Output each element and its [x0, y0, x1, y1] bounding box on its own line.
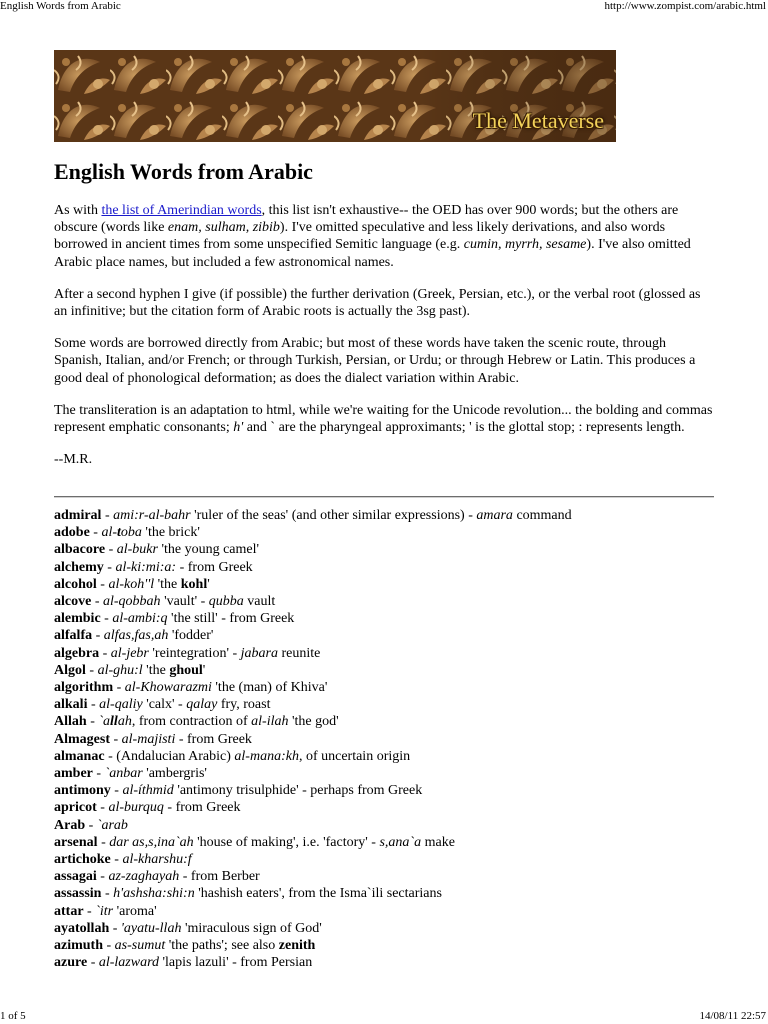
headword: azimuth	[54, 938, 103, 954]
gloss-text: -	[101, 886, 114, 902]
arabic-form: al-majisti	[121, 731, 176, 747]
gloss-text: -	[87, 955, 99, 971]
word-entry	[54, 696, 734, 713]
gloss-text: '	[202, 662, 206, 678]
word-entry	[54, 851, 734, 868]
author-signature: --M.R.	[54, 452, 93, 468]
headword: ayatollah	[54, 920, 110, 936]
gloss-text: '	[207, 576, 210, 592]
gloss-text: - from Greek	[163, 800, 241, 816]
intro-paragraph-4	[54, 402, 716, 436]
word-entry	[54, 799, 734, 816]
gloss-text: 'the (man) of Khiva'	[211, 680, 328, 696]
gloss-text: -	[92, 766, 105, 782]
headword: Algol	[54, 662, 86, 678]
arabic-form: al-ki:mi:a:	[115, 559, 177, 575]
arabic-form: jabara	[240, 645, 278, 661]
headword: azure	[54, 955, 88, 971]
arabic-form: dar as,s,ina`ah	[109, 834, 194, 850]
headword: algebra	[54, 645, 100, 661]
gloss-text: 'house of making', i.e. 'factory' -	[193, 834, 380, 850]
word-entry	[54, 610, 734, 627]
word-entry	[54, 524, 734, 541]
gloss-text: 'miraculous sign of God'	[181, 920, 322, 936]
arabic-form: al-bukr	[116, 542, 158, 558]
arabic-form: s,ana`a	[379, 834, 422, 850]
gloss-text: -	[109, 920, 121, 936]
gloss-text: 'lapis lazuli' - from Persian	[159, 955, 313, 971]
headword: admiral	[54, 508, 102, 523]
gloss-text: -	[110, 731, 122, 747]
gloss-text: 'the young camel'	[157, 542, 260, 558]
gloss-text: fry, roast	[217, 697, 271, 713]
arabic-form: al-mana:kh	[234, 748, 299, 764]
headword: alcohol	[54, 576, 97, 592]
gloss-text: 'the still' - from Greek	[167, 611, 295, 627]
arabic-form: amara	[476, 508, 513, 523]
gloss-text: -	[96, 869, 109, 885]
word-entry	[54, 662, 734, 679]
print-footer-datetime: 14/08/11 22:57	[699, 1010, 766, 1022]
arabic-form: al-qobbah	[103, 594, 161, 610]
headword: Allah	[54, 714, 87, 730]
gloss-text: -	[85, 662, 98, 678]
headword: alembic	[54, 611, 101, 627]
word-entry	[54, 627, 734, 644]
arabic-form: 'ayatu-llah	[120, 920, 182, 936]
gloss-text: 'ruler of the seas' (and other similar expressions) -	[190, 508, 477, 523]
gloss-text: 'calx' -	[142, 697, 187, 713]
arabic-form: `itr	[95, 903, 114, 919]
headword: Arab	[54, 817, 86, 833]
headword: alcove	[54, 594, 92, 610]
word-entry	[54, 903, 734, 920]
intro-text: ). I've omitted speculative and less likely derivations, and also words borrowed in ancient times from some unspecified Semitic language (e.g.	[54, 220, 666, 253]
gloss-text: -	[92, 628, 104, 644]
headword: artichoke	[54, 852, 111, 868]
gloss-text: -	[86, 714, 99, 730]
arabic-form: ah	[117, 714, 132, 730]
headword: algorithm	[54, 680, 114, 696]
arabic-form: al-ambi:q	[112, 611, 168, 627]
arabic-form: al-íthmid	[122, 783, 174, 799]
arabic-form: `a	[98, 714, 111, 730]
intro-example: enam, sulham, zibib	[167, 220, 280, 236]
gloss-text: -	[103, 559, 116, 575]
gloss-text: 'reintegration' -	[148, 645, 241, 661]
intro-text: and ` are the pharyngeal approximants; ' is the glottal stop; : represents length.	[243, 420, 685, 436]
gloss-text: 'ambergris'	[142, 766, 207, 782]
word-entry	[54, 782, 734, 799]
arabic-form: al-ilah	[251, 714, 289, 730]
bold-term: ghoul	[169, 662, 203, 678]
headword: apricot	[54, 800, 97, 816]
headword: almanac	[54, 748, 105, 764]
intro-example: h'	[233, 420, 244, 436]
gloss-text: -	[87, 697, 100, 713]
word-entry	[54, 868, 734, 885]
intro-example: cumin, myrrh, sesame	[463, 237, 587, 253]
arabic-form: al-ghu:l	[97, 662, 143, 678]
word-entry	[54, 937, 734, 954]
intro-section	[54, 202, 716, 483]
headword: albacore	[54, 542, 106, 558]
gloss-text: 'hashish eaters', from the Isma`ili sectarians	[194, 886, 442, 902]
arabic-form: al-Khowarazmi	[124, 680, 212, 696]
word-entry	[54, 679, 734, 696]
gloss-text: -	[113, 680, 125, 696]
gloss-text: - from Greek	[176, 559, 253, 575]
bold-term: kohl	[180, 576, 208, 592]
arabic-form: al-koh''l	[108, 576, 155, 592]
print-header-url: http://www.zompist.com/arabic.html	[604, 0, 766, 12]
gloss-text: 'fodder'	[168, 628, 214, 644]
gloss-text: -	[103, 938, 115, 954]
gloss-text: -	[101, 508, 114, 523]
gloss-text: -	[110, 852, 123, 868]
gloss-text: 'antimony trisulphide' - perhaps from Greek	[173, 783, 423, 799]
headword: amber	[54, 766, 93, 782]
gloss-text: -	[83, 903, 96, 919]
gloss-text: -	[85, 817, 97, 833]
gloss-text: 'aroma'	[113, 903, 157, 919]
gloss-text: , of uncertain origin	[298, 748, 411, 764]
word-entry	[54, 731, 734, 748]
gloss-text: , from contraction of	[131, 714, 252, 730]
word-entry	[54, 507, 734, 524]
intro-text: As with	[54, 203, 102, 218]
word-entry	[54, 593, 734, 610]
arabic-form: al-	[101, 525, 118, 541]
word-entry	[54, 834, 734, 851]
gloss-text: 'the brick'	[141, 525, 200, 541]
headword: assassin	[54, 886, 102, 902]
headword: assagai	[54, 869, 97, 885]
intro-paragraph-3: Some words are borrowed directly from Arabic; but most of these words have taken the scenic route, through Spanish, Italian, and/or French; or through Turkish, Persian, or Urdu; or through Hebrew or Latin. This produces a good deal of phonological deformation; as does the dialect variation within Arabic.	[54, 336, 696, 386]
gloss-text: - from Greek	[175, 731, 252, 747]
gloss-text: -	[97, 834, 110, 850]
gloss-text: 'the paths'; see also	[165, 938, 279, 954]
print-header-title: English Words from Arabic	[0, 0, 121, 12]
arabic-form: as-sumut	[114, 938, 166, 954]
word-entry	[54, 645, 734, 662]
word-entry	[54, 920, 734, 937]
gloss-text: 'vault' -	[160, 594, 209, 610]
gloss-text: 'the	[154, 576, 181, 592]
horizontal-divider	[54, 496, 714, 498]
arabic-form: `anbar	[104, 766, 143, 782]
gloss-text: -	[96, 800, 109, 816]
intro-text: ). I've also omitted Arabic place names, but included a few astronomical names.	[54, 237, 691, 270]
print-footer-page: 1 of 5	[0, 1010, 26, 1022]
word-entry	[54, 765, 734, 782]
arabic-form: h'ashsha:shi:n	[113, 886, 195, 902]
page-title: English Words from Arabic	[54, 159, 313, 184]
gloss-text: reunite	[277, 645, 321, 661]
word-entry	[54, 559, 734, 576]
gloss-text: vault	[243, 594, 276, 610]
arabic-form: al-qaliy	[99, 697, 143, 713]
gloss-text: -	[89, 525, 102, 541]
gloss-text: - from Berber	[179, 869, 260, 885]
headword: alfalfa	[54, 628, 93, 644]
arabic-form: qalay	[186, 697, 218, 713]
arabic-form: al-lazward	[98, 955, 160, 971]
headword: attar	[54, 903, 84, 919]
arabic-form: ami:r-al-bahr	[113, 508, 191, 523]
arabic-form: al-burquq	[108, 800, 164, 816]
gloss-text: - (Andalucian Arabic)	[104, 748, 235, 764]
word-entry	[54, 817, 734, 834]
gloss-text: command	[512, 508, 572, 523]
word-list	[54, 507, 734, 971]
bold-term: zenith	[278, 938, 316, 954]
headword: adobe	[54, 525, 90, 541]
headword: antimony	[54, 783, 111, 799]
headword: Almagest	[54, 731, 110, 747]
gloss-text: -	[91, 594, 103, 610]
headword: alkali	[54, 697, 88, 713]
headword: alchemy	[54, 559, 104, 575]
arabic-form: alfas,fas,ah	[103, 628, 169, 644]
gloss-text: 'the	[142, 662, 170, 678]
arabic-form: qubba	[208, 594, 244, 610]
arabic-form: al-jebr	[110, 645, 149, 661]
intro-paragraph-1	[54, 202, 716, 271]
word-entry	[54, 541, 734, 558]
word-entry	[54, 748, 734, 765]
word-entry	[54, 713, 734, 730]
arabic-form: az-zaghayah	[108, 869, 180, 885]
gloss-text: 'the god'	[288, 714, 339, 730]
gloss-text: -	[99, 645, 111, 661]
word-entry	[54, 576, 734, 593]
intro-text: The transliteration is an adaptation to html, while we're waiting for the Unicode revolution... the bolding and commas represent emphatic consonants;	[54, 402, 713, 436]
emphatic-consonant: t	[117, 525, 121, 541]
word-entry	[54, 885, 734, 902]
intro-text: , this list isn't exhaustive-- the OED has over 900 words; but the others are obscure (words like	[54, 203, 679, 236]
arabic-form: `arab	[96, 817, 128, 833]
gloss-text: -	[100, 611, 113, 627]
arabic-form: oba	[120, 525, 142, 541]
gloss-text: make	[421, 834, 455, 850]
emphatic-consonant: ll	[110, 714, 118, 730]
arabic-form: al-kharshu:f	[122, 852, 192, 868]
gloss-text: -	[96, 576, 109, 592]
gloss-text: -	[110, 783, 123, 799]
headword: arsenal	[54, 834, 98, 850]
site-banner[interactable]	[54, 50, 616, 142]
amerindian-words-link[interactable]: the list of Amerindian words	[101, 203, 262, 218]
word-entry	[54, 954, 734, 971]
intro-paragraph-2: After a second hyphen I give (if possible) the further derivation (Greek, Persian, etc.), or the verbal root (glossed as an infinitive; but the citation form of Arabic roots is actually the 3sg past).	[54, 286, 701, 320]
banner-title: The Metaverse	[472, 108, 604, 133]
gloss-text: -	[105, 542, 117, 558]
